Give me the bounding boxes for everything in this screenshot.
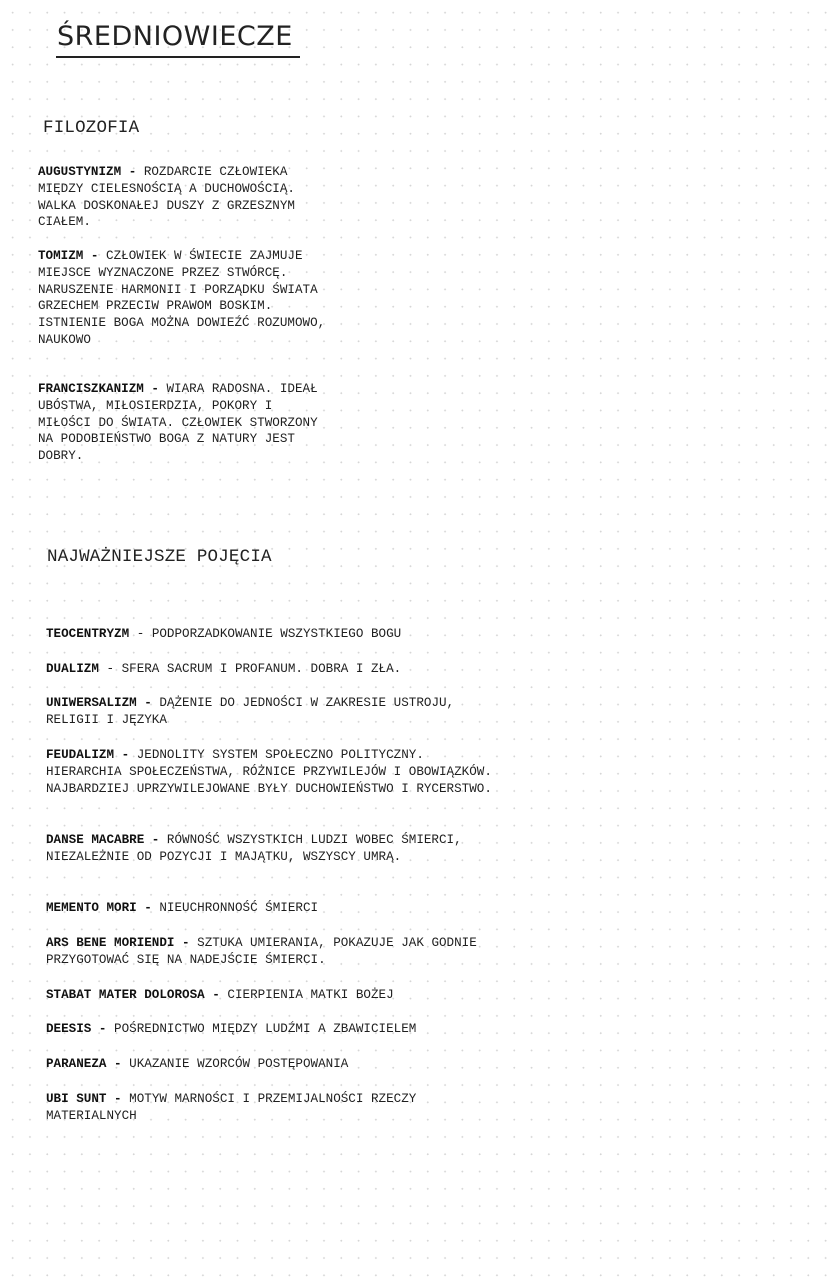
entry-term: PARANEZA - [46, 1057, 130, 1071]
pojecie-entry-feudalizm [46, 747, 506, 797]
entry-term: AUGUSTYNIZM - [38, 165, 144, 179]
title-underline [56, 56, 300, 58]
section-heading-filozofia: FILOZOFIA [43, 118, 140, 138]
entry-text: DĄŻENIE DO JEDNOŚCI W ZAKRESIE USTROJU, RELIGII I JĘZYKA [46, 696, 455, 727]
pojecie-entry-teocentryzm [46, 626, 506, 643]
filozofia-entry-franciszkanizm [38, 381, 328, 465]
entry-text: CZŁOWIEK W ŚWIECIE ZAJMUJE MIEJSCE WYZNACZONE PRZEZ STWÓRCĘ. NARUSZENIE HARMONII I PORZĄDKU ŚWIATA GRZECHEM PRZECIW PRAWOM BOSKIM. ISTNIENIE BOGA MOŻNA DOWIEŹĆ ROZUMOWO, NAUKOWO [38, 249, 326, 347]
entry-term: DUALIZM [46, 662, 99, 676]
entry-term: DANSE MACABRE - [46, 833, 167, 847]
entry-term: UBI SUNT - [46, 1092, 130, 1106]
entry-text: POŚREDNICTWO MIĘDZY LUDŹMI A ZBAWICIELEM [114, 1022, 417, 1036]
entry-text: UKAZANIE WZORCÓW POSTĘPOWANIA [129, 1057, 349, 1071]
entry-text: CIERPIENIA MATKI BOŻEJ [227, 988, 394, 1002]
entry-term: MEMENTO MORI - [46, 901, 160, 915]
entry-term: FEUDALIZM - [46, 748, 137, 762]
pojecie-entry-stabat-mater [46, 987, 506, 1004]
entry-text: NIEUCHRONNOŚĆ ŚMIERCI [159, 901, 319, 915]
pojecie-entry-danse-macabre [46, 832, 506, 866]
entry-text: RÓWNOŚĆ WSZYSTKICH LUDZI WOBEC ŚMIERCI, NIEZALEŻNIE OD POZYCJI I MAJĄTKU, WSZYSCY UMRĄ. [46, 833, 462, 864]
pojecie-entry-memento-mori [46, 900, 506, 917]
pojecie-entry-deesis [46, 1021, 506, 1038]
pojecie-entry-dualizm [46, 661, 506, 678]
entry-text: - SFERA SACRUM I PROFANUM. DOBRA I ZŁA. [98, 662, 402, 676]
filozofia-entry-augustynizm [38, 164, 328, 231]
entry-term: TEOCENTRYZM [46, 627, 130, 641]
page-title: ŚREDNIOWIECZE [57, 21, 293, 52]
filozofia-entry-tomizm [38, 248, 328, 349]
entry-text: JEDNOLITY SYSTEM SPOŁECZNO POLITYCZNY. HIERARCHIA SPOŁECZEŃSTWA, RÓŻNICE PRZYWILEJÓW I OBOWIĄZKÓW. NAJBARDZIEJ UPRZYWILEJOWANE BYŁY DUCHOWIEŃSTWO I RYCERSTWO. [46, 748, 492, 796]
entry-term: UNIWERSALIZM - [46, 696, 160, 710]
pojecie-entry-uniwersalizm [46, 695, 506, 729]
entry-text: MOTYW MARNOŚCI I PRZEMIJALNOŚCI RZECZY MATERIALNYCH [46, 1092, 417, 1123]
pojecie-entry-paraneza [46, 1056, 506, 1073]
entry-text: SZTUKA UMIERANIA, POKAZUJE JAK GODNIE PRZYGOTOWAĆ SIĘ NA NADEJŚCIE ŚMIERCI. [46, 936, 477, 967]
entry-term: ARS BENE MORIENDI - [46, 936, 198, 950]
entry-text: - PODPORZADKOWANIE WSZYSTKIEGO BOGU [129, 627, 402, 641]
pojecie-entry-ars-bene-moriendi [46, 935, 506, 969]
entry-term: FRANCISZKANIZM - [38, 382, 167, 396]
entry-text: WIARA RADOSNA. IDEAŁ UBÓSTWA, MIŁOSIERDZIA, POKORY I MIŁOŚCI DO ŚWIATA. CZŁOWIEK STWORZONY NA PODOBIEŃSTWO BOGA Z NATURY JEST DOBRY. [38, 382, 318, 464]
section-heading-pojecia: NAJWAŻNIEJSZE POJĘCIA [47, 547, 272, 567]
entry-text: ROZDARCIE CZŁOWIEKA MIĘDZY CIELESNOŚCIĄ A DUCHOWOŚCIĄ. WALKA DOSKONAŁEJ DUSZY Z GRZESZNYM CIAŁEM. [38, 165, 295, 230]
entry-term: DEESIS - [46, 1022, 115, 1036]
entry-term: STABAT MATER DOLOROSA - [46, 988, 228, 1002]
pojecie-entry-ubi-sunt [46, 1091, 506, 1125]
entry-term: TOMIZM - [38, 249, 107, 263]
